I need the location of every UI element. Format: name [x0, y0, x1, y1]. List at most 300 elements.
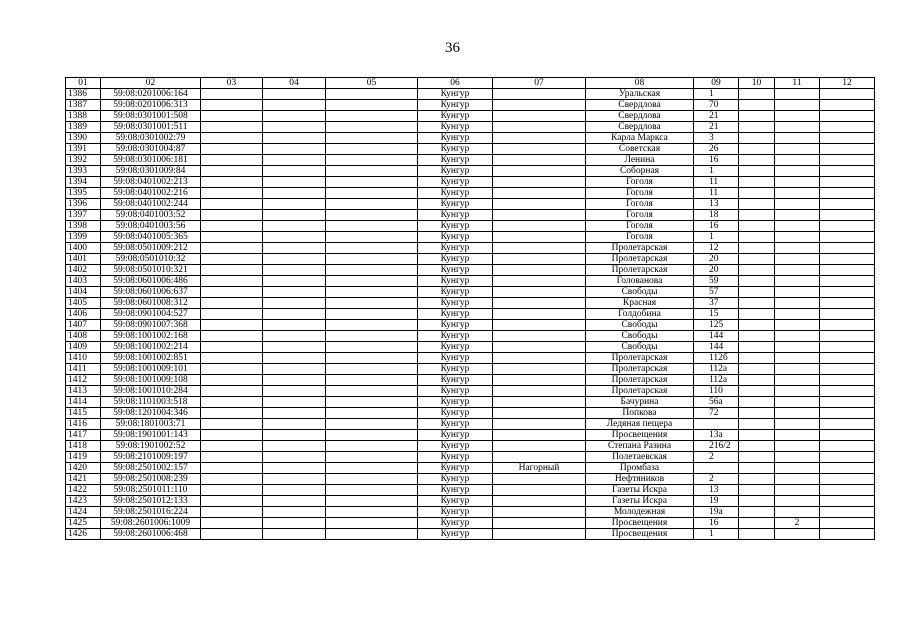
cell-house: 2 [694, 474, 739, 485]
cell-row-number: 1412 [66, 375, 101, 386]
cell-row-number: 1420 [66, 463, 101, 474]
cell-col-12 [820, 276, 875, 287]
cell-col-10 [739, 463, 775, 474]
cell-cadastral-number: 59:08:0401002:216 [101, 188, 201, 199]
table-row [66, 265, 875, 276]
cell-col-07 [493, 188, 586, 199]
table-row [66, 309, 875, 320]
cell-row-number: 1418 [66, 441, 101, 452]
cell-city: Кунгур [418, 221, 493, 232]
cell-col-07 [493, 298, 586, 309]
cell-col-04 [263, 419, 326, 430]
cell-cadastral-number: 59:08:0901007:368 [101, 320, 201, 331]
cell-col-03 [201, 408, 263, 419]
cell-city: Кунгур [418, 474, 493, 485]
cell-col-03 [201, 221, 263, 232]
cell-col-05 [326, 133, 418, 144]
cell-col-12 [820, 100, 875, 111]
cell-col-11 [775, 254, 820, 265]
cell-col-12 [820, 463, 875, 474]
cell-col-10 [739, 100, 775, 111]
cell-col-05 [326, 276, 418, 287]
cell-col-12 [820, 408, 875, 419]
cell-house: 21 [694, 111, 739, 122]
cell-house: 57 [694, 287, 739, 298]
cell-col-10 [739, 144, 775, 155]
cell-col-03 [201, 529, 263, 540]
cell-row-number: 1386 [66, 89, 101, 100]
cell-row-number: 1408 [66, 331, 101, 342]
cell-house [694, 419, 739, 430]
cell-city: Кунгур [418, 122, 493, 133]
table-row [66, 320, 875, 331]
table-body [66, 89, 875, 540]
cell-street: Нефтяников [586, 474, 694, 485]
cell-col-12 [820, 496, 875, 507]
cell-house: 11 [694, 188, 739, 199]
cell-col-07 [493, 386, 586, 397]
cell-col-04 [263, 331, 326, 342]
cell-cadastral-number: 59:08:1001009:101 [101, 364, 201, 375]
cell-cadastral-number: 59:08:0201006:164 [101, 89, 201, 100]
column-header-11: 11 [775, 78, 820, 89]
cell-col-05 [326, 419, 418, 430]
table-header-row [66, 78, 875, 89]
cell-col-04 [263, 276, 326, 287]
cell-col-03 [201, 287, 263, 298]
cell-cadastral-number: 59:08:0601006:637 [101, 287, 201, 298]
cell-street: Гоголя [586, 221, 694, 232]
cell-col-03 [201, 452, 263, 463]
cell-col-07 [493, 507, 586, 518]
cell-col-03 [201, 232, 263, 243]
cell-col-10 [739, 221, 775, 232]
cell-city: Кунгур [418, 408, 493, 419]
column-header-04: 04 [263, 78, 326, 89]
cell-col-12 [820, 210, 875, 221]
cell-house: 11 [694, 177, 739, 188]
cell-col-04 [263, 232, 326, 243]
cell-col-04 [263, 144, 326, 155]
cell-street: Голдобина [586, 309, 694, 320]
cell-col-04 [263, 111, 326, 122]
cell-col-11 [775, 485, 820, 496]
cell-street: Советская [586, 144, 694, 155]
cell-street: Пролетарская [586, 243, 694, 254]
cell-col-11 [775, 408, 820, 419]
cell-house: 15 [694, 309, 739, 320]
table-row [66, 441, 875, 452]
cell-col-07 [493, 122, 586, 133]
cell-col-03 [201, 463, 263, 474]
cell-col-11 [775, 375, 820, 386]
cell-col-07 [493, 518, 586, 529]
cell-col-12 [820, 177, 875, 188]
cell-cadastral-number: 59:08:1901002:52 [101, 441, 201, 452]
cell-city: Кунгур [418, 419, 493, 430]
cell-cadastral-number: 59:08:0501010:32 [101, 254, 201, 265]
cell-city: Кунгур [418, 199, 493, 210]
cell-col-10 [739, 210, 775, 221]
cell-col-05 [326, 320, 418, 331]
cell-col-11 [775, 210, 820, 221]
cell-col-04 [263, 188, 326, 199]
cell-col-10 [739, 265, 775, 276]
cell-row-number: 1394 [66, 177, 101, 188]
cell-col-04 [263, 375, 326, 386]
cell-col-12 [820, 254, 875, 265]
cell-row-number: 1410 [66, 353, 101, 364]
cell-city: Кунгур [418, 364, 493, 375]
table-row [66, 166, 875, 177]
cell-col-04 [263, 430, 326, 441]
cell-city: Кунгур [418, 320, 493, 331]
cell-city: Кунгур [418, 452, 493, 463]
cell-street: Ленина [586, 155, 694, 166]
cell-col-12 [820, 342, 875, 353]
cell-col-05 [326, 529, 418, 540]
cell-col-12 [820, 265, 875, 276]
cell-col-11 [775, 89, 820, 100]
cell-cadastral-number: 59:08:2501012:133 [101, 496, 201, 507]
cell-col-12 [820, 452, 875, 463]
cell-col-03 [201, 485, 263, 496]
cell-col-05 [326, 122, 418, 133]
cell-cadastral-number: 59:08:0401003:52 [101, 210, 201, 221]
cell-cadastral-number: 59:08:1801003:71 [101, 419, 201, 430]
cell-col-03 [201, 177, 263, 188]
cell-row-number: 1422 [66, 485, 101, 496]
cell-row-number: 1396 [66, 199, 101, 210]
cell-row-number: 1393 [66, 166, 101, 177]
cell-col-04 [263, 353, 326, 364]
cell-col-12 [820, 331, 875, 342]
column-header-07: 07 [493, 78, 586, 89]
cell-city: Кунгур [418, 463, 493, 474]
cell-col-03 [201, 166, 263, 177]
cell-city: Кунгур [418, 496, 493, 507]
column-header-12: 12 [820, 78, 875, 89]
cell-col-03 [201, 265, 263, 276]
cell-col-04 [263, 243, 326, 254]
cell-col-03 [201, 331, 263, 342]
cell-col-11 [775, 188, 820, 199]
cell-col-10 [739, 408, 775, 419]
cell-col-12 [820, 320, 875, 331]
cell-house: 13 [694, 485, 739, 496]
table-row [66, 89, 875, 100]
cell-col-10 [739, 111, 775, 122]
table-row [66, 133, 875, 144]
cell-row-number: 1402 [66, 265, 101, 276]
cell-col-11 [775, 232, 820, 243]
cell-house: 112а [694, 364, 739, 375]
cell-col-07 [493, 155, 586, 166]
cell-col-04 [263, 496, 326, 507]
cell-col-10 [739, 298, 775, 309]
page-number: 36 [445, 40, 460, 56]
cell-col-12 [820, 199, 875, 210]
cell-col-10 [739, 430, 775, 441]
cell-street: Свердлова [586, 100, 694, 111]
table-row [66, 342, 875, 353]
cell-house: 216/2 [694, 441, 739, 452]
cell-row-number: 1413 [66, 386, 101, 397]
cell-col-03 [201, 441, 263, 452]
cell-col-07 [493, 89, 586, 100]
cell-city: Кунгур [418, 188, 493, 199]
cell-house: 19а [694, 507, 739, 518]
cell-col-05 [326, 342, 418, 353]
cell-street: Голованова [586, 276, 694, 287]
cell-street: Промбаза [586, 463, 694, 474]
cell-col-04 [263, 452, 326, 463]
cell-col-03 [201, 144, 263, 155]
cell-city: Кунгур [418, 430, 493, 441]
cell-col-10 [739, 188, 775, 199]
cell-cadastral-number: 59:08:0601008:312 [101, 298, 201, 309]
column-header-08: 08 [586, 78, 694, 89]
cell-col-05 [326, 518, 418, 529]
cell-col-07 [493, 111, 586, 122]
cell-col-07 [493, 232, 586, 243]
table-row [66, 232, 875, 243]
cell-col-07 [493, 474, 586, 485]
cell-col-10 [739, 364, 775, 375]
cell-col-04 [263, 155, 326, 166]
cell-row-number: 1389 [66, 122, 101, 133]
cell-col-04 [263, 397, 326, 408]
cell-cadastral-number: 59:08:0301002:79 [101, 133, 201, 144]
cell-street: Просвещения [586, 430, 694, 441]
cell-house: 1 [694, 89, 739, 100]
cell-col-03 [201, 243, 263, 254]
cell-col-11 [775, 133, 820, 144]
cell-col-05 [326, 155, 418, 166]
cell-col-12 [820, 518, 875, 529]
cell-col-10 [739, 386, 775, 397]
cell-col-11 [775, 397, 820, 408]
cell-house: 16 [694, 155, 739, 166]
cell-street: Соборная [586, 166, 694, 177]
cell-col-04 [263, 265, 326, 276]
cell-col-05 [326, 188, 418, 199]
cell-cadastral-number: 59:08:2101009:197 [101, 452, 201, 463]
table-row [66, 210, 875, 221]
cell-cadastral-number: 59:08:0401003:56 [101, 221, 201, 232]
cell-city: Кунгур [418, 331, 493, 342]
cell-cadastral-number: 59:08:1001002:168 [101, 331, 201, 342]
table-row [66, 177, 875, 188]
cell-street: Просвещения [586, 518, 694, 529]
cell-col-11 [775, 474, 820, 485]
cell-row-number: 1398 [66, 221, 101, 232]
cell-house: 1 [694, 166, 739, 177]
cell-col-07 [493, 485, 586, 496]
cell-city: Кунгур [418, 298, 493, 309]
cell-row-number: 1391 [66, 144, 101, 155]
cell-city: Кунгур [418, 265, 493, 276]
cell-col-03 [201, 309, 263, 320]
column-header-05: 05 [326, 78, 418, 89]
cell-col-05 [326, 441, 418, 452]
cell-col-05 [326, 364, 418, 375]
cell-col-05 [326, 474, 418, 485]
cell-city: Кунгур [418, 111, 493, 122]
cell-col-04 [263, 463, 326, 474]
cell-col-11 [775, 452, 820, 463]
cell-col-12 [820, 485, 875, 496]
cell-col-10 [739, 166, 775, 177]
cell-col-10 [739, 485, 775, 496]
cell-street: Гоголя [586, 210, 694, 221]
cell-col-10 [739, 133, 775, 144]
cell-col-11: 2 [775, 518, 820, 529]
cell-col-12 [820, 111, 875, 122]
cell-col-12 [820, 243, 875, 254]
table-row [66, 254, 875, 265]
cell-cadastral-number: 59:08:2501011:110 [101, 485, 201, 496]
cell-street: Гоголя [586, 177, 694, 188]
cell-row-number: 1426 [66, 529, 101, 540]
cell-col-12 [820, 221, 875, 232]
cell-col-04 [263, 166, 326, 177]
cell-col-11 [775, 144, 820, 155]
cell-col-03 [201, 89, 263, 100]
cell-col-12 [820, 144, 875, 155]
cell-col-05 [326, 166, 418, 177]
cell-cadastral-number: 59:08:2501008:239 [101, 474, 201, 485]
cell-col-03 [201, 474, 263, 485]
cell-col-11 [775, 353, 820, 364]
cell-city: Кунгур [418, 133, 493, 144]
cell-col-05 [326, 309, 418, 320]
table-row [66, 298, 875, 309]
cell-col-12 [820, 287, 875, 298]
cell-col-11 [775, 298, 820, 309]
cell-row-number: 1397 [66, 210, 101, 221]
cell-col-03 [201, 496, 263, 507]
cell-col-12 [820, 397, 875, 408]
cell-col-11 [775, 177, 820, 188]
cell-cadastral-number: 59:08:2501002:157 [101, 463, 201, 474]
cell-col-05 [326, 199, 418, 210]
cell-col-12 [820, 298, 875, 309]
cell-col-04 [263, 100, 326, 111]
cell-street: Гоголя [586, 199, 694, 210]
cell-col-04 [263, 254, 326, 265]
table-row [66, 496, 875, 507]
cell-row-number: 1419 [66, 452, 101, 463]
cell-col-07 [493, 364, 586, 375]
cell-house: 20 [694, 254, 739, 265]
cell-col-05 [326, 100, 418, 111]
cell-col-04 [263, 210, 326, 221]
cell-col-10 [739, 254, 775, 265]
cell-house: 2 [694, 452, 739, 463]
table-row [66, 386, 875, 397]
cell-col-04 [263, 177, 326, 188]
cell-cadastral-number: 59:08:0601006:486 [101, 276, 201, 287]
table-row [66, 463, 875, 474]
cell-col-03 [201, 111, 263, 122]
cell-col-03 [201, 353, 263, 364]
cell-col-05 [326, 111, 418, 122]
cell-row-number: 1421 [66, 474, 101, 485]
cell-row-number: 1395 [66, 188, 101, 199]
column-header-10: 10 [739, 78, 775, 89]
cell-col-07 [493, 177, 586, 188]
cell-col-04 [263, 364, 326, 375]
cell-cadastral-number: 59:08:0501009:212 [101, 243, 201, 254]
cell-city: Кунгур [418, 243, 493, 254]
cell-col-07 [493, 276, 586, 287]
table-row [66, 243, 875, 254]
cell-col-07 [493, 309, 586, 320]
cell-col-10 [739, 441, 775, 452]
cell-col-07: Нагорный [493, 463, 586, 474]
cell-cadastral-number: 59:08:0901004:527 [101, 309, 201, 320]
cell-house [694, 463, 739, 474]
cell-col-05 [326, 408, 418, 419]
cell-row-number: 1417 [66, 430, 101, 441]
cell-col-12 [820, 441, 875, 452]
cell-col-03 [201, 188, 263, 199]
cell-row-number: 1425 [66, 518, 101, 529]
cell-house: 16 [694, 518, 739, 529]
cell-house: 125 [694, 320, 739, 331]
cell-row-number: 1423 [66, 496, 101, 507]
cell-col-10 [739, 353, 775, 364]
cell-cadastral-number: 59:08:0201006:313 [101, 100, 201, 111]
table-row [66, 353, 875, 364]
cell-col-05 [326, 496, 418, 507]
cell-cadastral-number: 59:08:0301001:511 [101, 122, 201, 133]
cell-street: Пролетарская [586, 353, 694, 364]
cell-col-04 [263, 199, 326, 210]
cell-col-12 [820, 133, 875, 144]
cell-house: 112а [694, 375, 739, 386]
cell-street: Просвещения [586, 529, 694, 540]
cell-street: Свердлова [586, 111, 694, 122]
table-row [66, 474, 875, 485]
cell-col-03 [201, 100, 263, 111]
cell-street: Карла Маркса [586, 133, 694, 144]
cell-col-03 [201, 397, 263, 408]
cell-house: 19 [694, 496, 739, 507]
cell-house: 112б [694, 353, 739, 364]
cell-col-12 [820, 188, 875, 199]
cell-col-05 [326, 298, 418, 309]
cell-cadastral-number: 59:08:1001009:108 [101, 375, 201, 386]
cell-col-10 [739, 507, 775, 518]
cell-street: Степана Разина [586, 441, 694, 452]
cell-col-04 [263, 89, 326, 100]
cell-col-04 [263, 485, 326, 496]
cell-col-11 [775, 364, 820, 375]
cell-col-07 [493, 243, 586, 254]
cell-col-05 [326, 177, 418, 188]
cell-col-05 [326, 254, 418, 265]
cell-house: 56а [694, 397, 739, 408]
cell-col-05 [326, 397, 418, 408]
cell-col-03 [201, 386, 263, 397]
cell-col-11 [775, 419, 820, 430]
cell-col-12 [820, 474, 875, 485]
cell-col-04 [263, 474, 326, 485]
cell-col-12 [820, 364, 875, 375]
cell-col-03 [201, 518, 263, 529]
